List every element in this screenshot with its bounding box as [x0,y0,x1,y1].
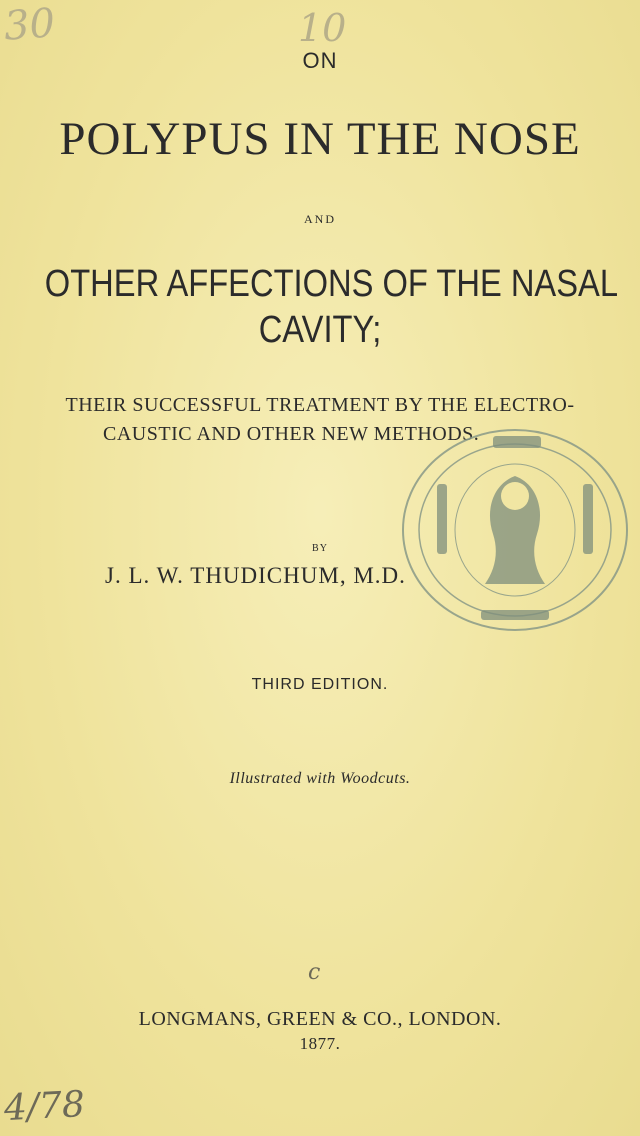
publisher-line: LONGMANS, GREEN & CO., LONDON. [138,1008,502,1030]
by-label: BY [312,543,328,554]
handwritten-mark: c [308,960,321,985]
book-title: POLYPUS IN THE NOSE [59,113,581,165]
treatment-line-1: THEIR SUCCESSFUL TREATMENT BY THE ELECTRO- [65,394,575,416]
title-conjunction: AND [304,212,336,226]
handwritten-shelfmark: 30 [2,0,57,50]
author-name: J. L. W. THUDICHUM, M.D. [105,563,406,588]
handwritten-number: 10 [298,6,347,50]
publication-year: 1877. [299,1034,341,1053]
illustration-note: Illustrated with Woodcuts. [229,770,411,787]
subtitle-line-2: CAVITY; [258,309,382,351]
subtitle-line-1: OTHER AFFECTIONS OF THE NASAL [44,263,619,305]
edition-statement: THIRD EDITION. [251,676,389,693]
treatment-line-2: CAUSTIC AND OTHER NEW METHODS. [103,423,480,445]
library-seal-icon [397,424,633,636]
handwritten-date: 4/78 [2,1083,86,1130]
title-prefix: ON [302,48,338,73]
